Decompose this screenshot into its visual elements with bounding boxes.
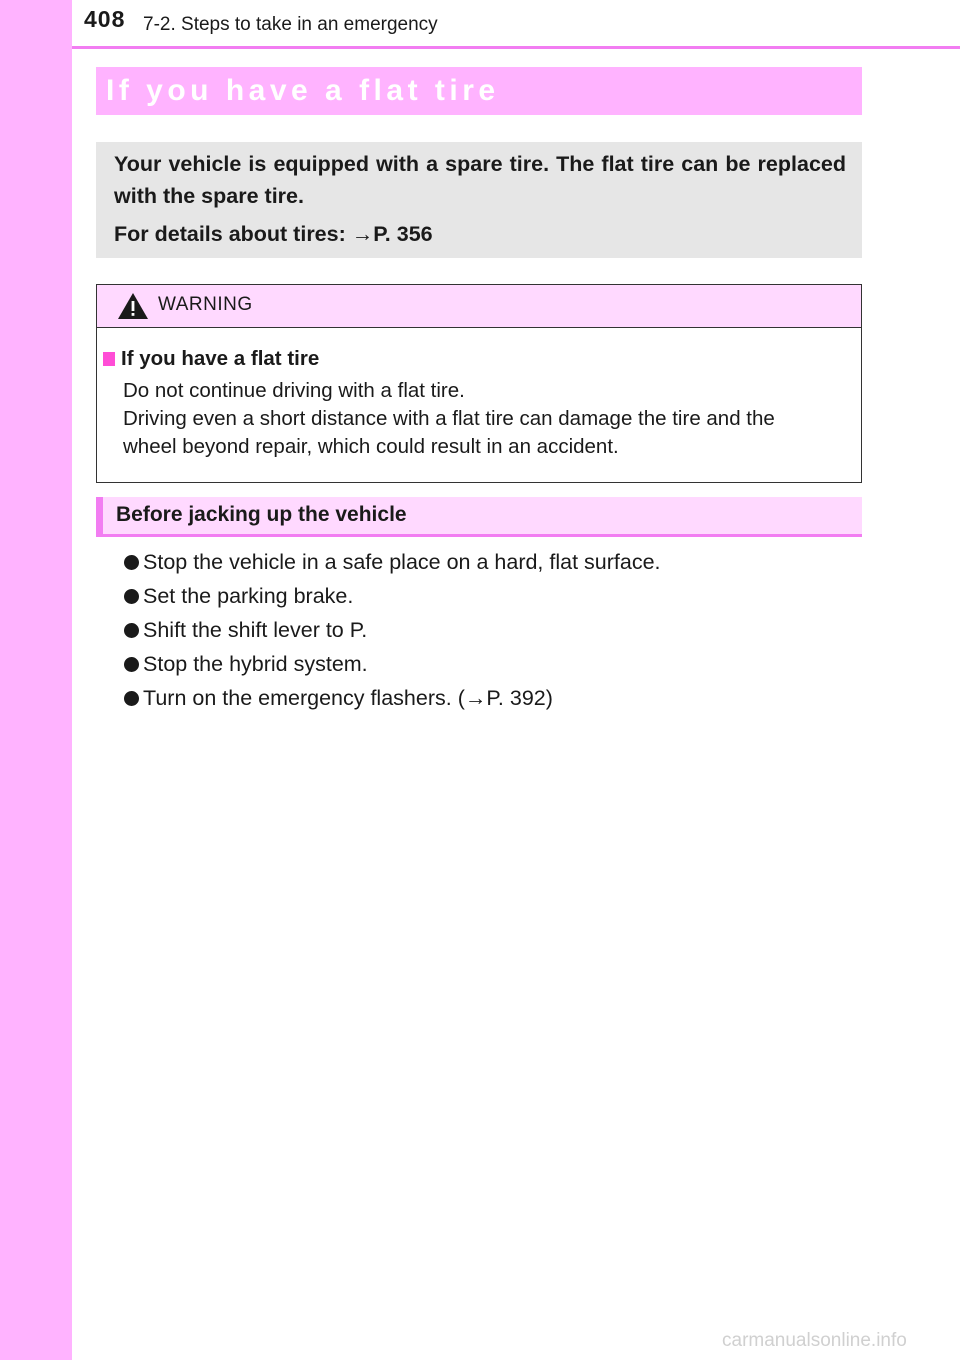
step-text: Stop the hybrid system. (143, 652, 368, 676)
intro-reference: For details about tires: →P. 356 (114, 222, 433, 246)
square-bullet-icon (103, 352, 115, 366)
list-item (124, 647, 854, 681)
watermark: carmanualsonline.info (722, 1330, 907, 1351)
warning-triangle-icon (117, 292, 149, 320)
warning-line: wheel beyond repair, which could result in an accident. (123, 435, 619, 458)
warning-label: WARNING (158, 294, 253, 315)
step-text: Set the parking brake. (143, 584, 354, 608)
step-text: Turn on the emergency flashers. (→P. 392) (143, 686, 553, 710)
page-title: If you have a flat tire (106, 74, 500, 107)
list-item (124, 613, 854, 647)
side-color-strip (0, 0, 72, 1360)
warning-box (96, 284, 862, 483)
step-list (124, 545, 854, 715)
subsection-accent-bar (96, 497, 103, 537)
warning-line: Driving even a short distance with a flat tire can damage the tire and the (123, 407, 775, 430)
title-banner (96, 67, 862, 115)
warning-heading (103, 345, 847, 373)
step-text: Stop the vehicle in a safe place on a hard, flat surface. (143, 550, 661, 574)
warning-line: Do not continue driving with a flat tire. (123, 379, 465, 402)
page-number: 408 (84, 6, 126, 32)
list-item (124, 545, 854, 579)
header-rule (72, 46, 960, 49)
list-item (124, 681, 854, 715)
bullet-dot-icon (124, 691, 139, 706)
bullet-dot-icon (124, 589, 139, 604)
bullet-dot-icon (124, 555, 139, 570)
section-label: 7-2. Steps to take in an emergency (143, 14, 438, 35)
bullet-dot-icon (124, 657, 139, 672)
warning-body (97, 328, 861, 461)
warning-header (97, 285, 861, 328)
warning-heading-text: If you have a flat tire (121, 347, 320, 370)
bullet-dot-icon (124, 623, 139, 638)
subsection-banner (96, 497, 862, 537)
intro-box (96, 142, 862, 258)
step-text: Shift the shift lever to P. (143, 618, 368, 642)
intro-text: Your vehicle is equipped with a spare tire. The flat tire can be replaced with the spare tire. (114, 152, 846, 208)
subsection-title: Before jacking up the vehicle (116, 503, 407, 526)
list-item (124, 579, 854, 613)
